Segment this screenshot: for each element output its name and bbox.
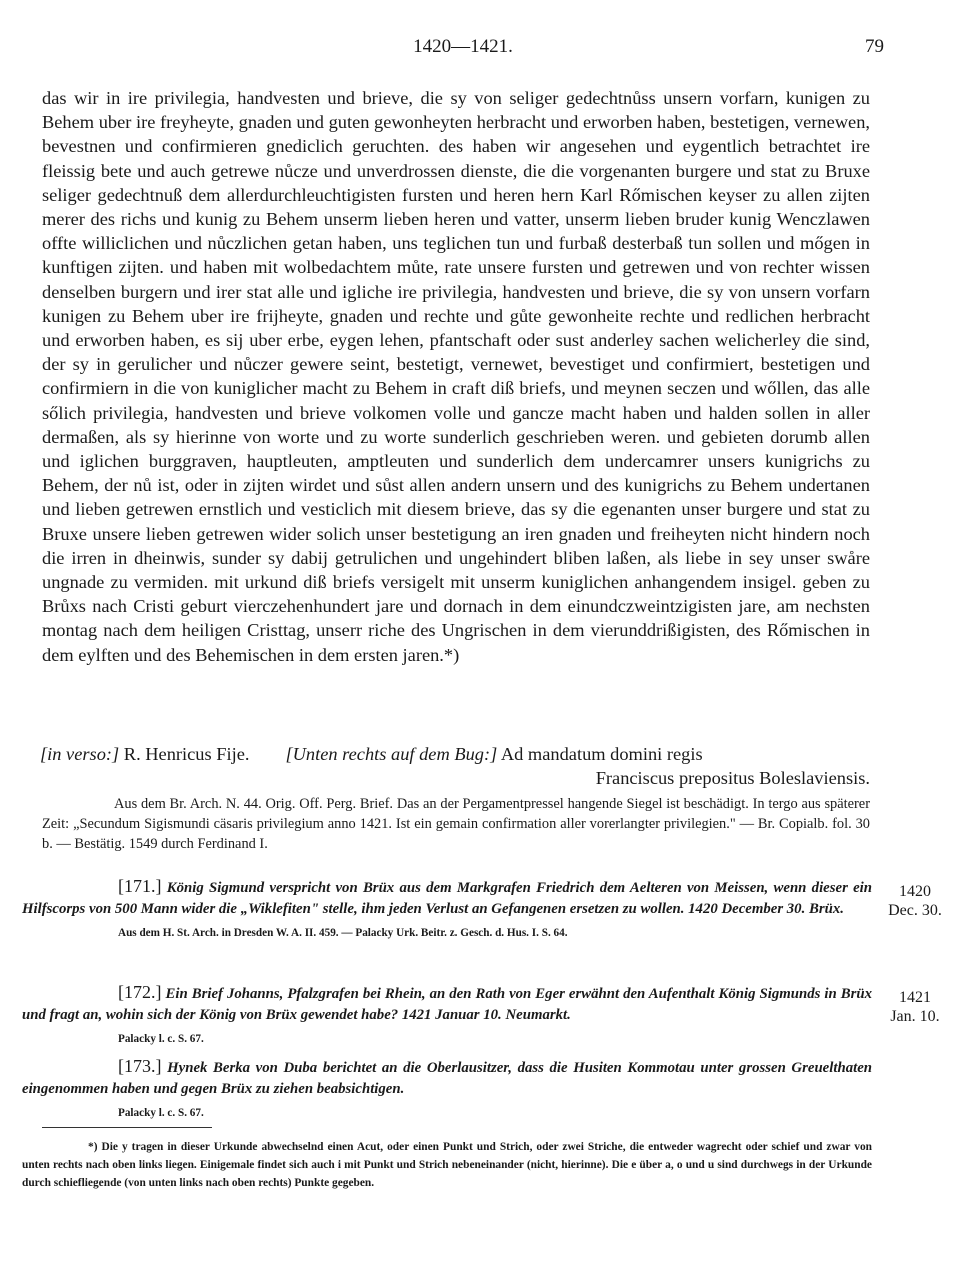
verso-text: R. Henricus Fije. <box>123 744 250 764</box>
regest-number: [171.] <box>118 876 162 896</box>
margin-date-172 <box>884 988 946 1026</box>
regest-173 <box>22 1056 872 1124</box>
signatory: Franciscus prepositus Boleslaviensis. <box>595 768 870 788</box>
regest-text: Hynek Berka von Duba berichtet an die Oberlausitzer, dass die Husiten Kommotau unter grossen Greuelthaten eingenommen haben und gegen Brüx zu ziehen beabsichtigen. <box>22 1060 872 1097</box>
verso-label: [in verso:] <box>40 744 120 764</box>
footnote: *) Die y tragen in dieser Urkunde abwechselnd einen Acut, oder einen Punkt und Strich, oder zwei Striche, die entweder wagrecht oder schief und zwar von unten rechts nach oben links liegen. Einigemale findet sich auch i mit Punkt und Strich nebeneinander (nicht, hierinne). Die e über a, o und u sind durchwegs in der Urkunde durch schiefliegende (von unten links nach oben rechts) Punkte gegeben. <box>22 1141 872 1189</box>
footnote-rule <box>42 1127 212 1128</box>
page-number: 79 <box>865 36 884 57</box>
regest-text: Ein Brief Johanns, Pfalzgrafen bei Rhein, an den Rath von Eger erwähnt den Aufenthalt König Sigmunds in Brüx und fragt an, wohin sich der König von Brüx gewendet habe? 1421 Januar 10. Neumarkt. <box>22 986 873 1023</box>
regest-171 <box>22 876 872 944</box>
bug-label: [Unten rechts auf dem Bug:] <box>285 744 498 764</box>
header-title: 1420—1421. <box>413 36 513 57</box>
margin-date-171 <box>884 882 946 920</box>
page-header <box>42 36 884 62</box>
regest-text: König Sigmund verspricht von Brüx aus dem Markgrafen Friedrich dem Aelteren von Meissen, wenn dieser ein Hilfscorps von 500 Mann wider die „Wiklefiten" stelle, ihm jeden Verlust an Gefangenen ersetzen zu wollen. 1420 December 30. Brüx. <box>22 880 872 917</box>
source-note: Aus dem Br. Arch. N. 44. Orig. Off. Perg. Brief. Das an der Pergamentpressel hangende Siegel ist beschädigt. In tergo aus späterer Zeit: „Secundum Sigismundi cäsaris privilegium anno 1421. Ist ein gemain confirmation aller vorerlangter privilegien." — Br. Copialb. fol. 30 b. — Bestätig. 1549 durch Ferdinand I. <box>42 796 870 852</box>
margin-day: Jan. 10. <box>890 1008 940 1025</box>
regest-number: [173.] <box>118 1056 162 1076</box>
margin-day: Dec. 30. <box>888 902 942 919</box>
regest-source: Palacky l. c. S. 67. <box>118 1107 204 1119</box>
endorsement-block <box>40 742 870 790</box>
margin-year: 1421 <box>899 989 931 1006</box>
regest-172 <box>22 982 872 1050</box>
regest-source: Palacky l. c. S. 67. <box>118 1033 204 1045</box>
mandate-text: Ad mandatum domini regis <box>500 744 703 764</box>
regest-source: Aus dem H. St. Arch. in Dresden W. A. II. 459. — Palacky Urk. Beitr. z. Gesch. d. Hus. I. S. 64. <box>118 927 568 939</box>
margin-year: 1420 <box>899 883 931 900</box>
regest-number: [172.] <box>118 982 162 1002</box>
charter-text: das wir in ire privilegia, handvesten und brieve, die sy von seliger gedechtnůss unsern vorfarn, kunigen zu Behem uber ire freyheyte, gnaden und guten gewonheyten herbracht und erworben haben, bestetigen, vernewen, bevestnen und confirmieren gnediclich geruchten. des haben wir angesehen und eygentlich betrachtet ire fleissig bete und auch getrewe nůcze und unverdrossen dienste, die die vorgenanten burgere und stat zu Bruxe seliger gedechtnuß dem allerdurchleuchtigisten fursten und heren hern Karl Rőmischen keyser zu allen zijten merer des richs und kunig zu Behem unserm lieben heren und vatter, unserm lieben bruder kunig Wenczlawen offte williclichen und nůczlichen getan haben, uns teglichen tun und furbaß desterbaß tun sollen und mőgen in kunftigen zijten. und haben mit wolbedachtem můte, rate unsere fursten und getrewen und von rechter wissen denselben burgern und irer stat alle und igliche ire privilegia, handvesten und brieve, die sy von unsern vorfarn kunigen zu Behem uber ire frijheyte, gnaden und rechte und gůte gewonheite rechte und redlichen herbracht und erworben haben, es sij uber erbe, eygen lehen, pfantschaft oder sust anderley sachen welicherley die sind, der sy in gerulicher und nůczer gewere seint, bestetigt, vernewet, bevestiget und confirmiert, bestetigen und confirmiern in die von kuniglicher macht zu Behem in craft diß briefs, und meynen seczen und wőllen, das alle sőlich privilegia, handvesten und brieve volkomen volle und gancze macht haben und halden sollen in aller dermaßen, als sy hierinne von worte und zu worte sunderlich geschrieben weren. und gebieten dorumb allen und iglichen burggraven, hauptleuten, amptleuten und sunderlich dem undercamrer unsers kunigrichs zu Behem, der nů ist, oder in zijten wirdet und sůst allen andern unsern und des kunigrichs zu Behem undertanen und lieben getrewen ernstlich und vesticlich mit diesem brieve, das sy die egenanten unser burgere und stat zu Bruxe unsere lieben getrewen wider solich unser bestetigung an iren gnaden und freiheyten nicht hindern noch die irren in dheinwis, sunder sy dabij getrulichen und ungehindert bliben laßen, als liebe in sey unser swåre ungnade zu vermiden. mit urkund diß briefs versigelt mit unserm kuniglichen anhangendem insigel. geben zu Brůxs nach Cristi geburt vierczehenhundert jare und dornach in dem einundczweintzigisten jare, am nechsten montag nach dem heiligen Cristtag, unserr riche des Ungrischen in dem vierunddrißigisten, des Rőmischen in dem eylften und des Behemischen in dem ersten jaren.*) <box>42 88 870 665</box>
